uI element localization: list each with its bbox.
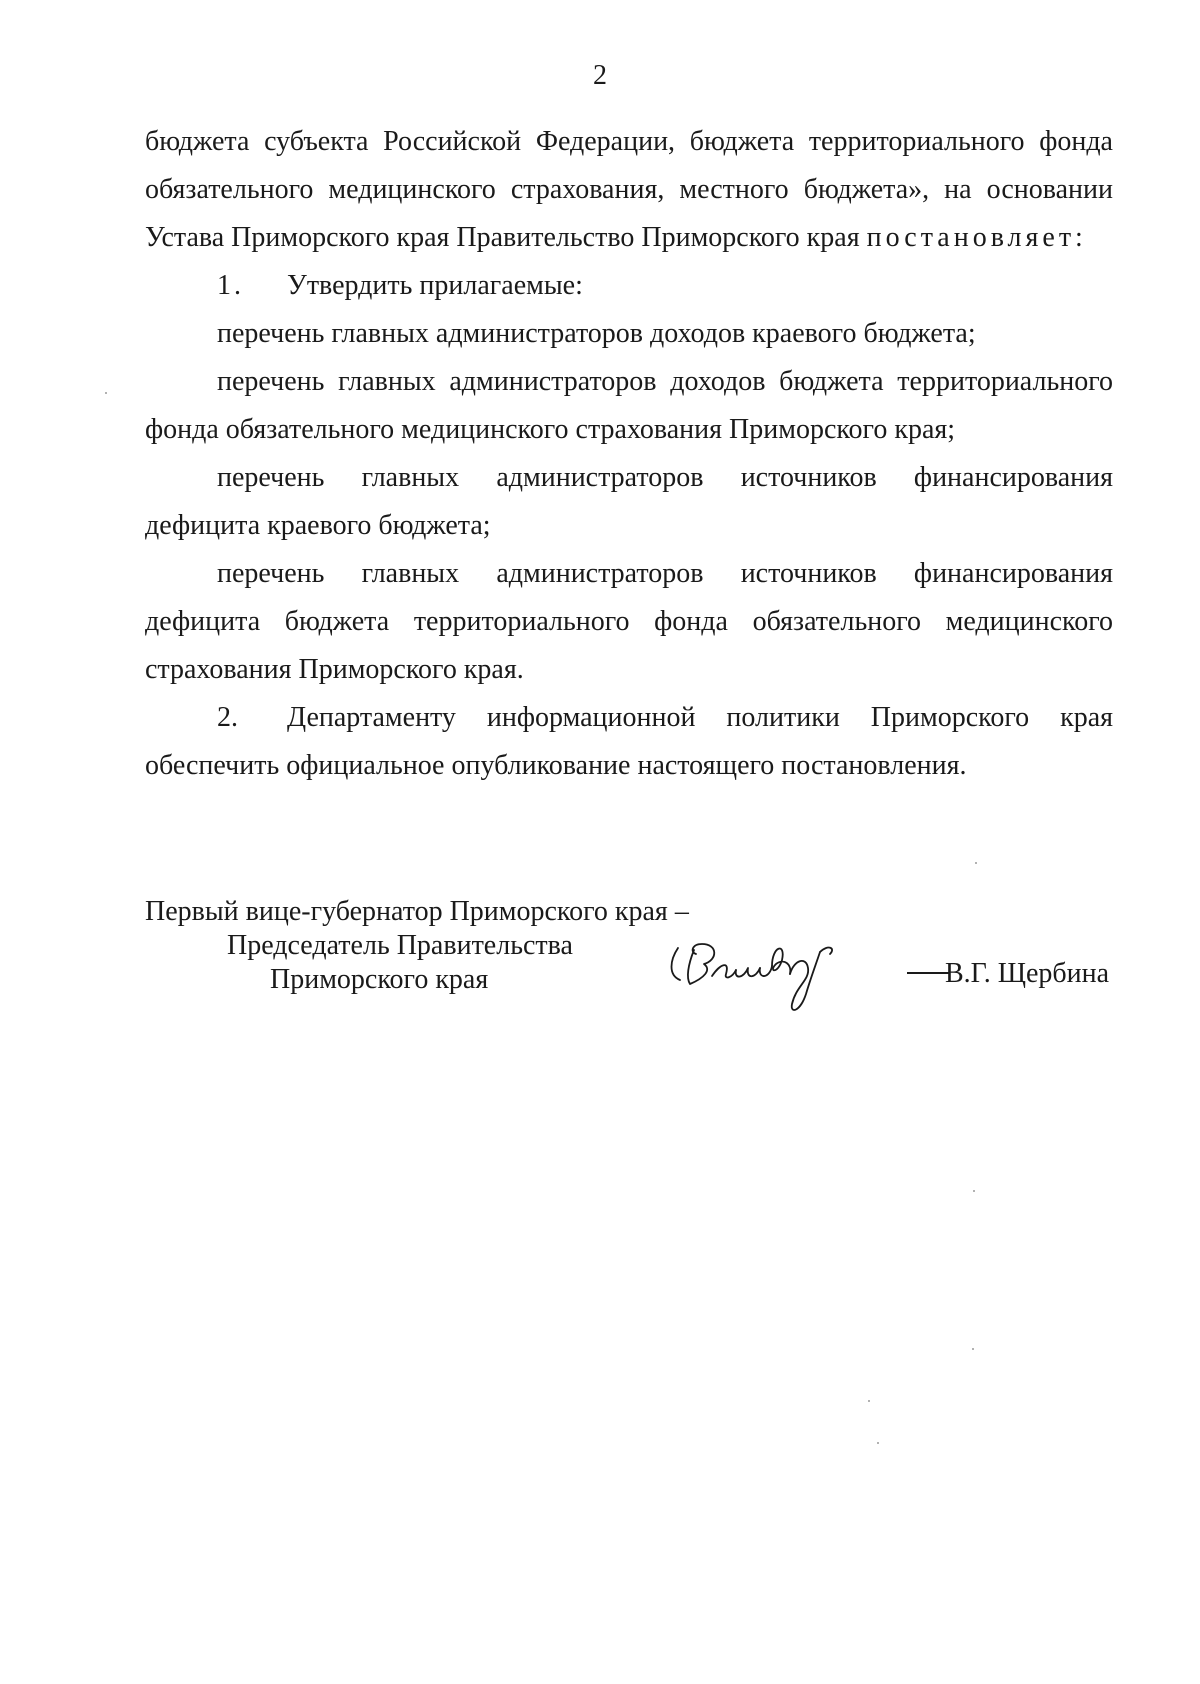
scan-speck [868, 1400, 870, 1402]
document-body [145, 118, 1113, 790]
list-item-fund-revenue-admins: перечень главных администраторов доходов бюджета территориального фонда обязательного медицинского страхования Приморского края; [145, 366, 1113, 445]
item-2-number: 2. [217, 702, 238, 733]
signatory-title-block [145, 895, 689, 997]
item-2 [145, 694, 1113, 790]
signatory-title-line-2: Председатель Правительства [227, 930, 573, 961]
list-item-fund-deficit-sources-admins: перечень главных администраторов источников финансирования дефицита бюджета территориального фонда обязательного медицинского страхования Приморского края. [145, 558, 1113, 685]
list-item-deficit-sources-admins: перечень главных администраторов источников финансирования дефицита краевого бюджета; [145, 462, 1113, 541]
signatory-name: В.Г. Щербина [945, 958, 1110, 989]
scan-speck [975, 862, 977, 864]
scan-speck [105, 392, 107, 394]
item-1-text: Утвердить прилагаемые: [287, 270, 583, 301]
signature-dash [907, 972, 949, 974]
signatory-title-line-1: Первый вице-губернатор Приморского края – [145, 896, 689, 927]
item-2-text: Департаменту информационной политики Приморского края обеспечить официальное опубликование настоящего постановления. [145, 702, 1113, 781]
item-1 [145, 262, 1113, 310]
resolves-word: постановляет: [866, 222, 1087, 253]
page-number: 2 [593, 60, 607, 91]
scan-speck [973, 1190, 975, 1192]
scan-speck [877, 1442, 879, 1444]
scan-speck [972, 1348, 974, 1350]
paragraph-legal-basis [145, 118, 1113, 262]
item-1-number: 1. [217, 270, 244, 301]
handwritten-signature [660, 920, 900, 1020]
signatory-title-line-3: Приморского края [270, 964, 489, 995]
list-item-revenue-admins: перечень главных администраторов доходов краевого бюджета; [217, 318, 976, 349]
legal-basis-text: бюджета субъекта Российской Федерации, бюджета территориального фонда обязательного медицинского страхования, местного бюджета», на основании Устава Приморского края Правительство Приморского края [145, 126, 1113, 253]
